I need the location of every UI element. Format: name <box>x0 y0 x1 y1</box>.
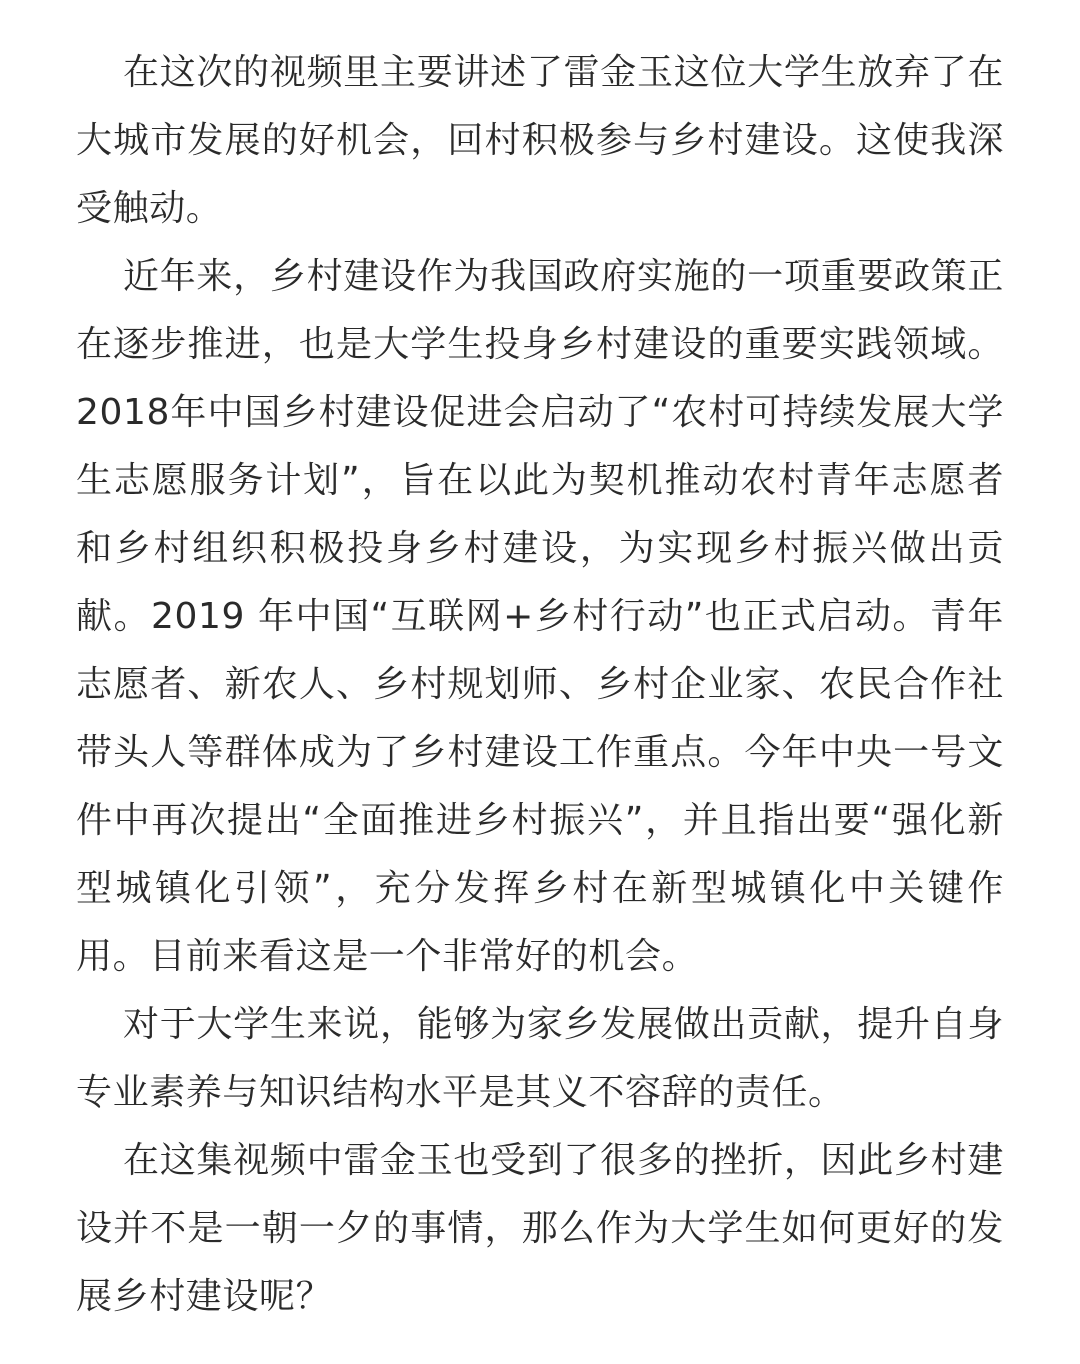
paragraph-3: 对于大学生来说，能够为家乡发展做出贡献，提升自身专业素养与知识结构水平是其义不容辞的责任。 <box>76 1004 1004 1113</box>
paragraph-4: 在这集视频中雷金玉也受到了很多的挫折，因此乡村建设并不是一朝一夕的事情，那么作为大学生如何更好的发展乡村建设呢？ <box>76 1140 1004 1317</box>
paragraph-1: 在这次的视频里主要讲述了雷金玉这位大学生放弃了在大城市发展的好机会，回村积极参与乡村建设。这使我深受触动。 <box>76 52 1004 229</box>
article-body <box>76 39 1004 1331</box>
paragraph-2: 近年来，乡村建设作为我国政府实施的一项重要政策正在逐步推进，也是大学生投身乡村建设的重要实践领域。2018年中国乡村建设促进会启动了“农村可持续发展大学生志愿服务计划”，旨在以此为契机推动农村青年志愿者和乡村组织积极投身乡村建设，为实现乡村振兴做出贡献。2019 年中国“互联网+乡村行动”也正式启动。青年志愿者、新农人、乡村规划师、乡村企业家、农民合作社带头人等群体成为了乡村建设工作重点。今年中央一号文件中再次提出“全面推进乡村振兴”，并且指出要“强化新型城镇化引领”，充分发挥乡村在新型城镇化中关键作用。目前来看这是一个非常好的机会。 <box>76 256 1004 977</box>
